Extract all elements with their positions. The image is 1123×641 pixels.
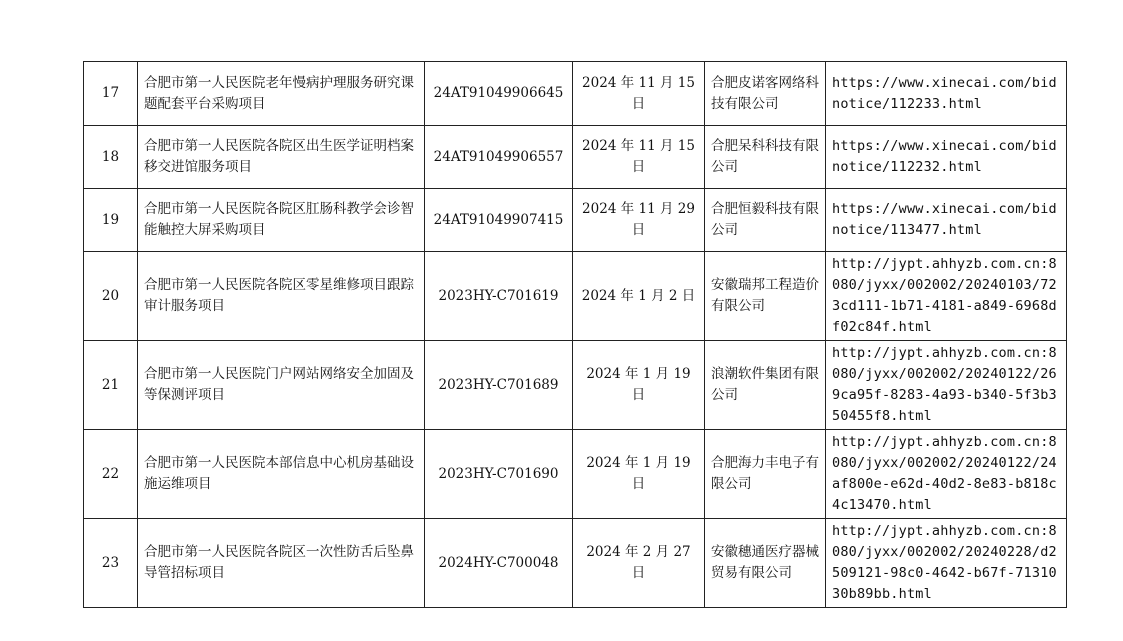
project-code: 24AT91049907415 xyxy=(425,189,573,252)
award-date: 2024 年 11 月 15 日 xyxy=(573,126,705,189)
table-row xyxy=(84,126,1067,189)
award-date: 2024 年 1 月 19 日 xyxy=(573,430,705,519)
vendor-name: 安徽穗通医疗器械贸易有限公司 xyxy=(705,519,826,608)
vendor-name: 合肥恒毅科技有限公司 xyxy=(705,189,826,252)
notice-url[interactable]: https://www.xinecai.com/bidnotice/112233.html xyxy=(826,62,1067,126)
procurement-table xyxy=(83,61,1067,608)
vendor-name: 浪潮软件集团有限公司 xyxy=(705,341,826,430)
notice-url[interactable]: http://jypt.ahhyzb.com.cn:8080/jyxx/002002/20240103/723cd111-1b71-4181-a849-6968df02c84f.html xyxy=(826,252,1067,341)
project-code: 24AT91049906645 xyxy=(425,62,573,126)
award-date: 2024 年 1 月 19 日 xyxy=(573,341,705,430)
notice-url[interactable]: https://www.xinecai.com/bidnotice/113477.html xyxy=(826,189,1067,252)
project-name: 合肥市第一人民医院门户网站网络安全加固及等保测评项目 xyxy=(138,341,425,430)
project-code: 2023HY-C701690 xyxy=(425,430,573,519)
vendor-name: 安徽瑞邦工程造价有限公司 xyxy=(705,252,826,341)
project-code: 2023HY-C701619 xyxy=(425,252,573,341)
project-name: 合肥市第一人民医院各院区肛肠科教学会诊智能触控大屏采购项目 xyxy=(138,189,425,252)
table-row xyxy=(84,62,1067,126)
row-number: 22 xyxy=(84,430,138,519)
notice-url[interactable]: https://www.xinecai.com/bidnotice/112232.html xyxy=(826,126,1067,189)
notice-url[interactable]: http://jypt.ahhyzb.com.cn:8080/jyxx/002002/20240122/269ca95f-8283-4a93-b340-5f3b350455f8.html xyxy=(826,341,1067,430)
notice-url[interactable]: http://jypt.ahhyzb.com.cn:8080/jyxx/002002/20240122/24af800e-e62d-40d2-8e83-b818c4c13470.html xyxy=(826,430,1067,519)
notice-url[interactable]: http://jypt.ahhyzb.com.cn:8080/jyxx/002002/20240228/d2509121-98c0-4642-b67f-7131030b89bb.html xyxy=(826,519,1067,608)
project-name: 合肥市第一人民医院老年慢病护理服务研究课题配套平台采购项目 xyxy=(138,62,425,126)
table-row xyxy=(84,430,1067,519)
row-number: 18 xyxy=(84,126,138,189)
table-row xyxy=(84,341,1067,430)
project-code: 2023HY-C701689 xyxy=(425,341,573,430)
table-row xyxy=(84,519,1067,608)
row-number: 17 xyxy=(84,62,138,126)
project-code: 24AT91049906557 xyxy=(425,126,573,189)
vendor-name: 合肥海力丰电子有限公司 xyxy=(705,430,826,519)
row-number: 20 xyxy=(84,252,138,341)
table-row xyxy=(84,189,1067,252)
table-row xyxy=(84,252,1067,341)
project-name: 合肥市第一人民医院本部信息中心机房基础设施运维项目 xyxy=(138,430,425,519)
award-date: 2024 年 11 月 29 日 xyxy=(573,189,705,252)
project-name: 合肥市第一人民医院各院区一次性防舌后坠鼻导管招标项目 xyxy=(138,519,425,608)
award-date: 2024 年 1 月 2 日 xyxy=(573,252,705,341)
row-number: 23 xyxy=(84,519,138,608)
project-name: 合肥市第一人民医院各院区出生医学证明档案移交进馆服务项目 xyxy=(138,126,425,189)
project-code: 2024HY-C700048 xyxy=(425,519,573,608)
award-date: 2024 年 2 月 27 日 xyxy=(573,519,705,608)
row-number: 21 xyxy=(84,341,138,430)
vendor-name: 合肥呆科科技有限公司 xyxy=(705,126,826,189)
row-number: 19 xyxy=(84,189,138,252)
award-date: 2024 年 11 月 15 日 xyxy=(573,62,705,126)
vendor-name: 合肥皮诺客网络科技有限公司 xyxy=(705,62,826,126)
project-name: 合肥市第一人民医院各院区零星维修项目跟踪审计服务项目 xyxy=(138,252,425,341)
